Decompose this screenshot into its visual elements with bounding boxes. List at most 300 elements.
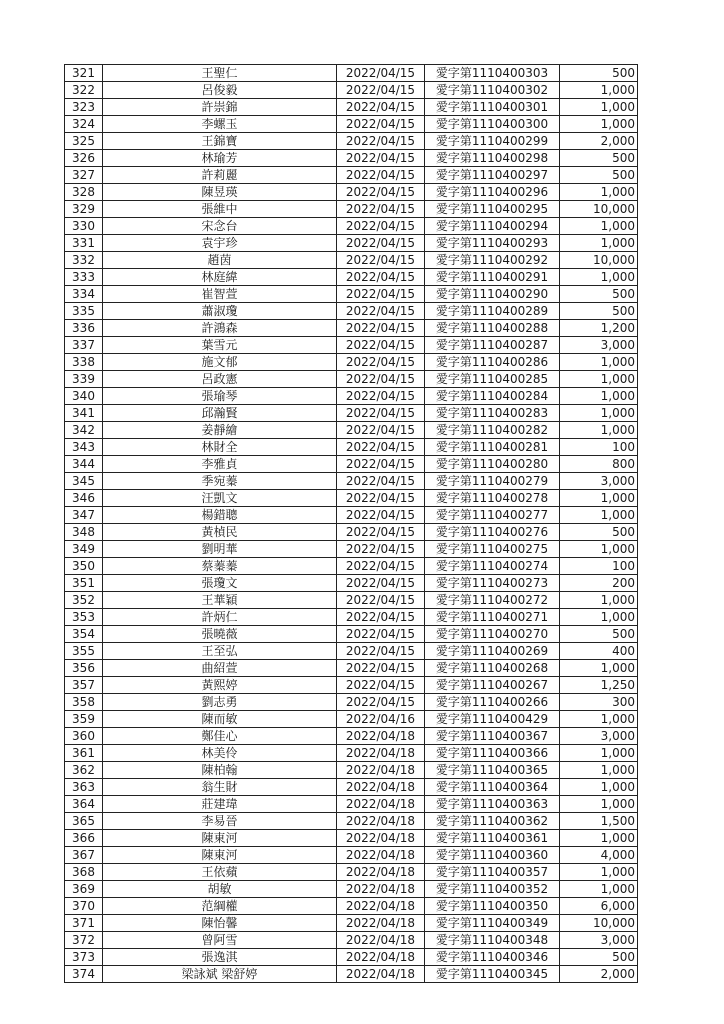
entry-number: 325	[65, 133, 103, 150]
entry-number: 342	[65, 422, 103, 439]
donor-name: 黃楨民	[103, 524, 337, 541]
donation-amount: 6,000	[560, 898, 638, 915]
donation-amount: 1,000	[560, 354, 638, 371]
entry-number: 346	[65, 490, 103, 507]
donation-date: 2022/04/15	[337, 184, 425, 201]
donation-amount: 1,000	[560, 745, 638, 762]
receipt-number: 愛字第1110400298	[425, 150, 560, 167]
receipt-number: 愛字第1110400350	[425, 898, 560, 915]
donation-amount: 1,000	[560, 371, 638, 388]
donor-name: 宋念台	[103, 218, 337, 235]
donation-date: 2022/04/15	[337, 524, 425, 541]
table-row	[65, 779, 638, 796]
donation-amount: 1,000	[560, 99, 638, 116]
entry-number: 350	[65, 558, 103, 575]
entry-number: 355	[65, 643, 103, 660]
entry-number: 333	[65, 269, 103, 286]
table-row	[65, 116, 638, 133]
receipt-number: 愛字第1110400296	[425, 184, 560, 201]
donor-name: 蔡蓁蓁	[103, 558, 337, 575]
table-row	[65, 252, 638, 269]
entry-number: 329	[65, 201, 103, 218]
donor-name: 林瑜芳	[103, 150, 337, 167]
table-row	[65, 694, 638, 711]
table-row	[65, 65, 638, 82]
entry-number: 343	[65, 439, 103, 456]
receipt-number: 愛字第1110400283	[425, 405, 560, 422]
table-row	[65, 541, 638, 558]
table-row	[65, 388, 638, 405]
entry-number: 368	[65, 864, 103, 881]
receipt-number: 愛字第1110400284	[425, 388, 560, 405]
donation-date: 2022/04/18	[337, 796, 425, 813]
donor-name: 梁詠斌 梁舒婷	[103, 966, 337, 983]
receipt-number: 愛字第1110400279	[425, 473, 560, 490]
donation-amount: 3,000	[560, 473, 638, 490]
donation-date: 2022/04/18	[337, 881, 425, 898]
donation-amount: 1,000	[560, 422, 638, 439]
donation-amount: 10,000	[560, 252, 638, 269]
donation-date: 2022/04/15	[337, 541, 425, 558]
donor-name: 王錦寶	[103, 133, 337, 150]
receipt-number: 愛字第1110400303	[425, 65, 560, 82]
table-row	[65, 99, 638, 116]
donation-amount: 1,000	[560, 864, 638, 881]
receipt-number: 愛字第1110400291	[425, 269, 560, 286]
donation-amount: 1,500	[560, 813, 638, 830]
donation-date: 2022/04/15	[337, 592, 425, 609]
donation-amount: 4,000	[560, 847, 638, 864]
donor-name: 莊建瑋	[103, 796, 337, 813]
table-row	[65, 507, 638, 524]
donor-name: 許莉麗	[103, 167, 337, 184]
table-row	[65, 932, 638, 949]
entry-number: 360	[65, 728, 103, 745]
donation-amount: 1,000	[560, 881, 638, 898]
donation-amount: 1,000	[560, 490, 638, 507]
receipt-number: 愛字第1110400269	[425, 643, 560, 660]
receipt-number: 愛字第1110400346	[425, 949, 560, 966]
donor-name: 林財全	[103, 439, 337, 456]
donor-name: 呂政憲	[103, 371, 337, 388]
table-row	[65, 762, 638, 779]
receipt-number: 愛字第1110400287	[425, 337, 560, 354]
donation-date: 2022/04/15	[337, 575, 425, 592]
table-row	[65, 354, 638, 371]
donation-amount: 1,000	[560, 235, 638, 252]
donation-amount: 500	[560, 524, 638, 541]
entry-number: 348	[65, 524, 103, 541]
donor-name: 汪凱文	[103, 490, 337, 507]
donor-name: 李雅貞	[103, 456, 337, 473]
receipt-number: 愛字第1110400349	[425, 915, 560, 932]
table-row	[65, 864, 638, 881]
entry-number: 356	[65, 660, 103, 677]
table-row	[65, 745, 638, 762]
receipt-number: 愛字第1110400276	[425, 524, 560, 541]
donation-date: 2022/04/18	[337, 915, 425, 932]
entry-number: 354	[65, 626, 103, 643]
entry-number: 372	[65, 932, 103, 949]
donation-date: 2022/04/15	[337, 337, 425, 354]
donation-date: 2022/04/18	[337, 932, 425, 949]
donation-date: 2022/04/15	[337, 82, 425, 99]
receipt-number: 愛字第1110400362	[425, 813, 560, 830]
entry-number: 336	[65, 320, 103, 337]
donor-name: 蕭淑瓊	[103, 303, 337, 320]
table-row	[65, 439, 638, 456]
receipt-number: 愛字第1110400300	[425, 116, 560, 133]
donation-date: 2022/04/15	[337, 660, 425, 677]
table-row	[65, 473, 638, 490]
table-row	[65, 830, 638, 847]
entry-number: 338	[65, 354, 103, 371]
donation-date: 2022/04/15	[337, 371, 425, 388]
donation-date: 2022/04/15	[337, 150, 425, 167]
receipt-number: 愛字第1110400357	[425, 864, 560, 881]
receipt-number: 愛字第1110400295	[425, 201, 560, 218]
donation-amount: 1,000	[560, 796, 638, 813]
table-row	[65, 847, 638, 864]
table-row	[65, 167, 638, 184]
table-row	[65, 456, 638, 473]
entry-number: 352	[65, 592, 103, 609]
donor-name: 楊錯聰	[103, 507, 337, 524]
donation-date: 2022/04/16	[337, 711, 425, 728]
receipt-number: 愛字第1110400289	[425, 303, 560, 320]
donation-date: 2022/04/15	[337, 677, 425, 694]
donor-name: 陳東河	[103, 830, 337, 847]
receipt-number: 愛字第1110400272	[425, 592, 560, 609]
entry-number: 366	[65, 830, 103, 847]
donation-amount: 2,000	[560, 133, 638, 150]
donation-amount: 1,000	[560, 830, 638, 847]
table-row	[65, 898, 638, 915]
table-row	[65, 218, 638, 235]
donation-date: 2022/04/15	[337, 473, 425, 490]
table-row	[65, 337, 638, 354]
donation-date: 2022/04/15	[337, 320, 425, 337]
receipt-number: 愛字第1110400294	[425, 218, 560, 235]
donation-date: 2022/04/15	[337, 354, 425, 371]
donation-date: 2022/04/18	[337, 745, 425, 762]
donor-name: 袁宇珍	[103, 235, 337, 252]
donation-date: 2022/04/15	[337, 558, 425, 575]
donation-date: 2022/04/18	[337, 813, 425, 830]
table-row	[65, 422, 638, 439]
receipt-number: 愛字第1110400360	[425, 847, 560, 864]
receipt-number: 愛字第1110400268	[425, 660, 560, 677]
receipt-number: 愛字第1110400352	[425, 881, 560, 898]
receipt-number: 愛字第1110400282	[425, 422, 560, 439]
donor-name: 陳昱瑛	[103, 184, 337, 201]
donation-amount: 1,000	[560, 541, 638, 558]
table-row	[65, 320, 638, 337]
donation-date: 2022/04/15	[337, 269, 425, 286]
entry-number: 371	[65, 915, 103, 932]
donation-amount: 1,000	[560, 269, 638, 286]
donor-name: 許崇錦	[103, 99, 337, 116]
receipt-number: 愛字第1110400297	[425, 167, 560, 184]
entry-number: 331	[65, 235, 103, 252]
donation-date: 2022/04/15	[337, 626, 425, 643]
donor-name: 張維中	[103, 201, 337, 218]
entry-number: 341	[65, 405, 103, 422]
table-row	[65, 728, 638, 745]
donation-date: 2022/04/15	[337, 643, 425, 660]
receipt-number: 愛字第1110400271	[425, 609, 560, 626]
donation-amount: 500	[560, 949, 638, 966]
donation-amount: 1,000	[560, 82, 638, 99]
donor-name: 張曉薇	[103, 626, 337, 643]
donor-name: 呂俊毅	[103, 82, 337, 99]
donation-amount: 400	[560, 643, 638, 660]
donor-name: 陳柏翰	[103, 762, 337, 779]
donor-name: 曾阿雪	[103, 932, 337, 949]
receipt-number: 愛字第1110400292	[425, 252, 560, 269]
table-row	[65, 150, 638, 167]
entry-number: 328	[65, 184, 103, 201]
donation-date: 2022/04/15	[337, 218, 425, 235]
donation-amount: 1,000	[560, 609, 638, 626]
receipt-number: 愛字第1110400280	[425, 456, 560, 473]
entry-number: 373	[65, 949, 103, 966]
donation-amount: 300	[560, 694, 638, 711]
donation-amount: 1,000	[560, 779, 638, 796]
donor-name: 范綱權	[103, 898, 337, 915]
table-body	[65, 65, 638, 983]
donor-name: 翁生財	[103, 779, 337, 796]
entry-number: 351	[65, 575, 103, 592]
receipt-number: 愛字第1110400364	[425, 779, 560, 796]
receipt-number: 愛字第1110400278	[425, 490, 560, 507]
entry-number: 370	[65, 898, 103, 915]
donation-date: 2022/04/15	[337, 167, 425, 184]
donation-date: 2022/04/15	[337, 490, 425, 507]
donation-amount: 500	[560, 167, 638, 184]
table-row	[65, 490, 638, 507]
donor-name: 林美伶	[103, 745, 337, 762]
donor-name: 曲紹萱	[103, 660, 337, 677]
entry-number: 345	[65, 473, 103, 490]
donor-name: 王華穎	[103, 592, 337, 609]
donor-name: 林庭緯	[103, 269, 337, 286]
donation-date: 2022/04/15	[337, 303, 425, 320]
donation-amount: 1,000	[560, 116, 638, 133]
donation-amount: 1,200	[560, 320, 638, 337]
donation-amount: 500	[560, 150, 638, 167]
entry-number: 324	[65, 116, 103, 133]
donation-amount: 1,000	[560, 507, 638, 524]
donation-amount: 500	[560, 65, 638, 82]
donation-amount: 500	[560, 286, 638, 303]
donor-name: 陳東河	[103, 847, 337, 864]
donation-date: 2022/04/15	[337, 507, 425, 524]
donation-date: 2022/04/15	[337, 422, 425, 439]
table-row	[65, 575, 638, 592]
donation-date: 2022/04/18	[337, 949, 425, 966]
donor-name: 王聖仁	[103, 65, 337, 82]
donor-name: 張瑜琴	[103, 388, 337, 405]
table-row	[65, 881, 638, 898]
donation-date: 2022/04/18	[337, 762, 425, 779]
donation-amount: 200	[560, 575, 638, 592]
table-row	[65, 201, 638, 218]
receipt-number: 愛字第1110400299	[425, 133, 560, 150]
entry-number: 330	[65, 218, 103, 235]
entry-number: 326	[65, 150, 103, 167]
donor-name: 季宛蓁	[103, 473, 337, 490]
donation-amount: 1,000	[560, 762, 638, 779]
receipt-number: 愛字第1110400266	[425, 694, 560, 711]
table-row	[65, 966, 638, 983]
entry-number: 322	[65, 82, 103, 99]
donation-amount: 1,000	[560, 388, 638, 405]
donation-amount: 1,250	[560, 677, 638, 694]
receipt-number: 愛字第1110400273	[425, 575, 560, 592]
receipt-number: 愛字第1110400275	[425, 541, 560, 558]
entry-number: 365	[65, 813, 103, 830]
table-row	[65, 592, 638, 609]
table-row	[65, 796, 638, 813]
donation-amount: 1,000	[560, 592, 638, 609]
donation-amount: 2,000	[560, 966, 638, 983]
donor-name: 葉雪元	[103, 337, 337, 354]
entry-number: 363	[65, 779, 103, 796]
receipt-number: 愛字第1110400285	[425, 371, 560, 388]
donation-amount: 3,000	[560, 337, 638, 354]
receipt-number: 愛字第1110400429	[425, 711, 560, 728]
receipt-number: 愛字第1110400270	[425, 626, 560, 643]
donation-date: 2022/04/15	[337, 286, 425, 303]
donation-date: 2022/04/15	[337, 609, 425, 626]
donation-amount: 3,000	[560, 728, 638, 745]
entry-number: 340	[65, 388, 103, 405]
receipt-number: 愛字第1110400361	[425, 830, 560, 847]
donation-date: 2022/04/18	[337, 830, 425, 847]
donation-amount: 100	[560, 558, 638, 575]
entry-number: 358	[65, 694, 103, 711]
donor-name: 崔智萱	[103, 286, 337, 303]
receipt-number: 愛字第1110400301	[425, 99, 560, 116]
donation-date: 2022/04/15	[337, 388, 425, 405]
entry-number: 347	[65, 507, 103, 524]
entry-number: 327	[65, 167, 103, 184]
donor-name: 施文郁	[103, 354, 337, 371]
table-row	[65, 626, 638, 643]
receipt-number: 愛字第1110400277	[425, 507, 560, 524]
donation-amount: 100	[560, 439, 638, 456]
donor-name: 陳而敏	[103, 711, 337, 728]
receipt-number: 愛字第1110400286	[425, 354, 560, 371]
entry-number: 321	[65, 65, 103, 82]
donation-amount: 500	[560, 626, 638, 643]
receipt-number: 愛字第1110400345	[425, 966, 560, 983]
entry-number: 367	[65, 847, 103, 864]
donation-amount: 10,000	[560, 915, 638, 932]
receipt-number: 愛字第1110400365	[425, 762, 560, 779]
entry-number: 335	[65, 303, 103, 320]
donor-name: 胡敏	[103, 881, 337, 898]
entry-number: 337	[65, 337, 103, 354]
table-row	[65, 677, 638, 694]
donation-date: 2022/04/15	[337, 405, 425, 422]
donation-date: 2022/04/15	[337, 694, 425, 711]
table-row	[65, 609, 638, 626]
donation-amount: 10,000	[560, 201, 638, 218]
entry-number: 353	[65, 609, 103, 626]
receipt-number: 愛字第1110400288	[425, 320, 560, 337]
entry-number: 361	[65, 745, 103, 762]
donation-date: 2022/04/18	[337, 847, 425, 864]
donation-amount: 1,000	[560, 405, 638, 422]
donor-name: 王依蘋	[103, 864, 337, 881]
receipt-number: 愛字第1110400363	[425, 796, 560, 813]
table-row	[65, 133, 638, 150]
receipt-number: 愛字第1110400267	[425, 677, 560, 694]
entry-number: 359	[65, 711, 103, 728]
table-row	[65, 643, 638, 660]
entry-number: 364	[65, 796, 103, 813]
donor-name: 劉志勇	[103, 694, 337, 711]
receipt-number: 愛字第1110400274	[425, 558, 560, 575]
table-row	[65, 286, 638, 303]
table-row	[65, 269, 638, 286]
entry-number: 357	[65, 677, 103, 694]
donation-date: 2022/04/15	[337, 252, 425, 269]
donor-name: 趙茵	[103, 252, 337, 269]
receipt-number: 愛字第1110400348	[425, 932, 560, 949]
receipt-number: 愛字第1110400293	[425, 235, 560, 252]
receipt-number: 愛字第1110400281	[425, 439, 560, 456]
entry-number: 369	[65, 881, 103, 898]
entry-number: 344	[65, 456, 103, 473]
donor-name: 許炳仁	[103, 609, 337, 626]
table-row	[65, 524, 638, 541]
donation-amount: 3,000	[560, 932, 638, 949]
donor-name: 邱瀚賢	[103, 405, 337, 422]
donation-date: 2022/04/18	[337, 898, 425, 915]
donor-name: 鄭佳心	[103, 728, 337, 745]
donation-date: 2022/04/15	[337, 439, 425, 456]
donor-name: 李易晉	[103, 813, 337, 830]
receipt-number: 愛字第1110400366	[425, 745, 560, 762]
donor-name: 姜靜繪	[103, 422, 337, 439]
donation-date: 2022/04/15	[337, 116, 425, 133]
table-row	[65, 949, 638, 966]
donation-date: 2022/04/18	[337, 779, 425, 796]
donation-date: 2022/04/18	[337, 728, 425, 745]
table-row	[65, 371, 638, 388]
table-row	[65, 558, 638, 575]
donor-name: 劉明華	[103, 541, 337, 558]
entry-number: 362	[65, 762, 103, 779]
table-row	[65, 813, 638, 830]
table-row	[65, 915, 638, 932]
table-row	[65, 711, 638, 728]
entry-number: 349	[65, 541, 103, 558]
donation-date: 2022/04/15	[337, 201, 425, 218]
donation-amount: 1,000	[560, 711, 638, 728]
donor-name: 張瓊文	[103, 575, 337, 592]
donor-name: 李螺玉	[103, 116, 337, 133]
donation-amount: 1,000	[560, 184, 638, 201]
entry-number: 334	[65, 286, 103, 303]
donation-date: 2022/04/18	[337, 966, 425, 983]
table-row	[65, 184, 638, 201]
table-row	[65, 303, 638, 320]
donor-name: 許鴻森	[103, 320, 337, 337]
